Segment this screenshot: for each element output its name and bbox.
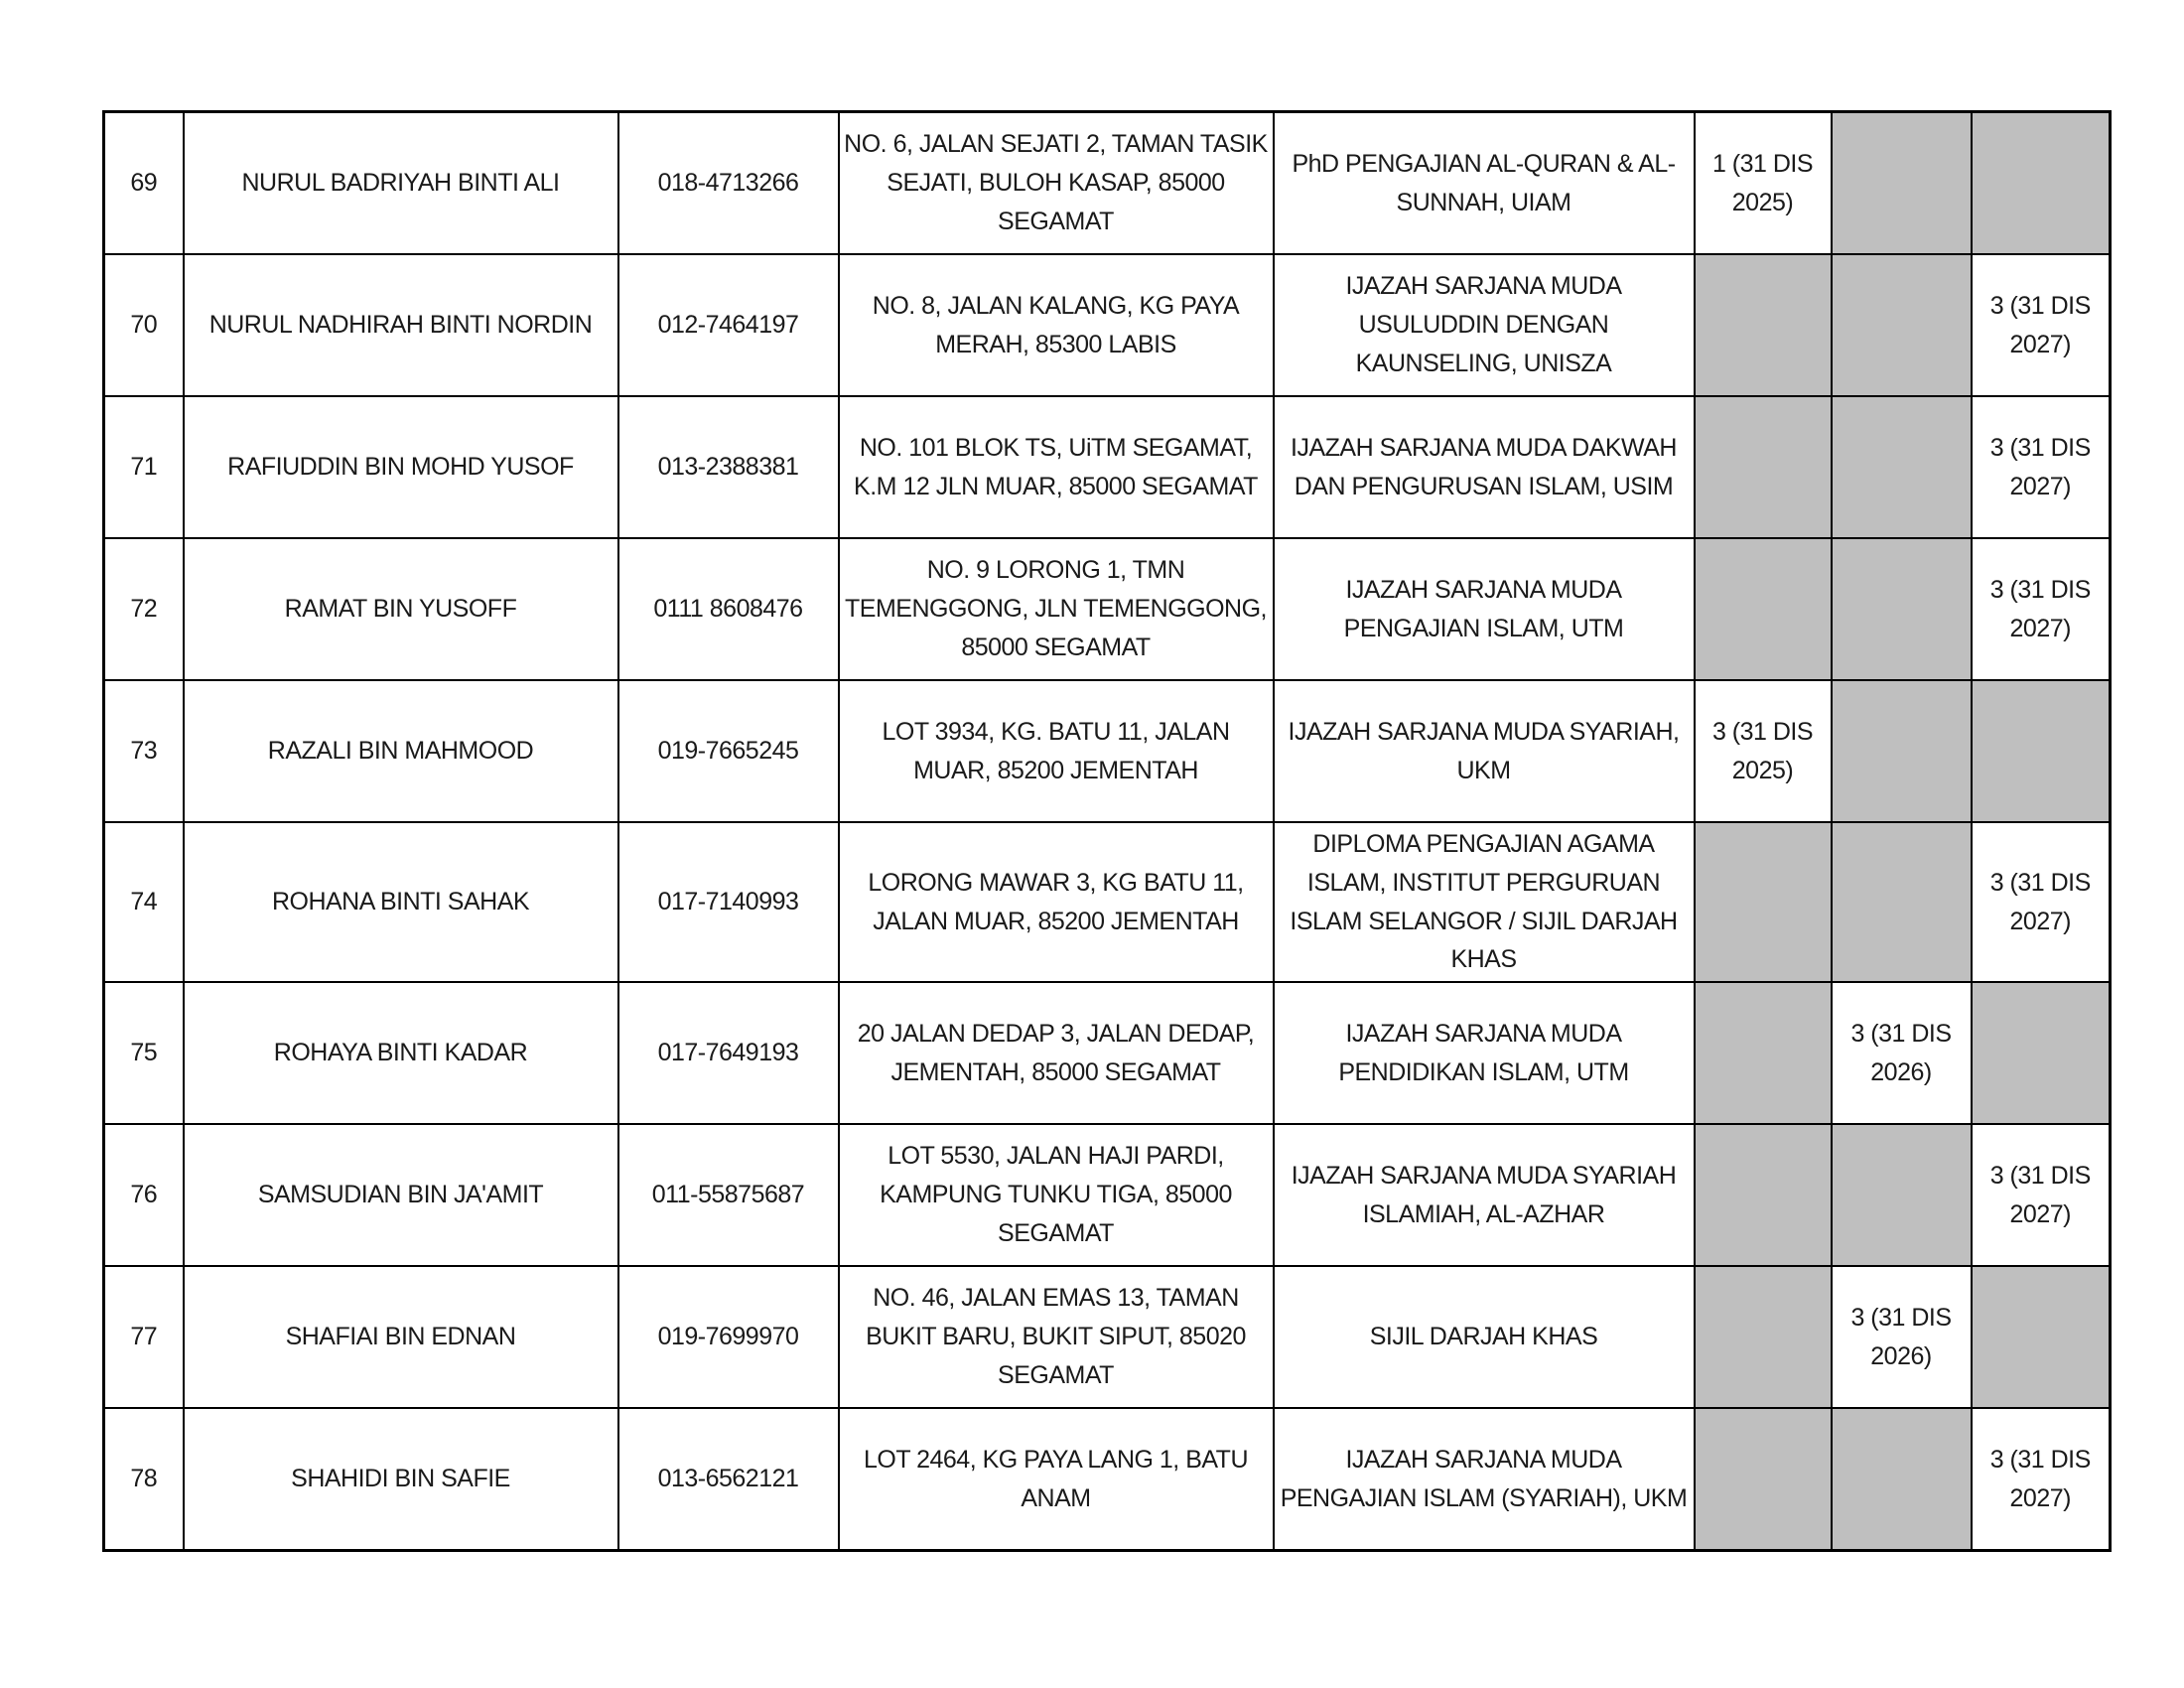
- address-cell: NO. 8, JALAN KALANG, KG PAYA MERAH, 85300 LABIS: [839, 254, 1274, 396]
- period-2025-cell: [1695, 1266, 1832, 1408]
- row-number-cell: 71: [104, 396, 184, 538]
- address-cell: LOT 3934, KG. BATU 11, JALAN MUAR, 85200 JEMENTAH: [839, 680, 1274, 822]
- table-row: [104, 538, 2111, 680]
- period-2025-cell: [1695, 982, 1832, 1124]
- table-body: [104, 112, 2111, 1551]
- qualification-cell: SIJIL DARJAH KHAS: [1274, 1266, 1695, 1408]
- period-2027-cell: 3 (31 DIS 2027): [1972, 396, 2111, 538]
- period-2025-cell: [1695, 254, 1832, 396]
- table-row: [104, 680, 2111, 822]
- period-2027-cell: 3 (31 DIS 2027): [1972, 538, 2111, 680]
- table-row: [104, 1408, 2111, 1551]
- address-cell: NO. 101 BLOK TS, UiTM SEGAMAT, K.M 12 JLN MUAR, 85000 SEGAMAT: [839, 396, 1274, 538]
- period-2025-cell: [1695, 822, 1832, 982]
- table-row: [104, 112, 2111, 255]
- period-2027-cell: 3 (31 DIS 2027): [1972, 1408, 2111, 1551]
- period-2026-cell: [1832, 822, 1972, 982]
- phone-cell: 019-7699970: [618, 1266, 839, 1408]
- period-2026-cell: 3 (31 DIS 2026): [1832, 982, 1972, 1124]
- name-cell: NURUL NADHIRAH BINTI NORDIN: [184, 254, 618, 396]
- period-2025-cell: [1695, 1124, 1832, 1266]
- table-row: [104, 982, 2111, 1124]
- name-cell: RAMAT BIN YUSOFF: [184, 538, 618, 680]
- qualification-cell: IJAZAH SARJANA MUDA DAKWAH DAN PENGURUSAN ISLAM, USIM: [1274, 396, 1695, 538]
- table-row: [104, 1266, 2111, 1408]
- period-2026-cell: 3 (31 DIS 2026): [1832, 1266, 1972, 1408]
- row-number-cell: 70: [104, 254, 184, 396]
- period-2026-cell: [1832, 538, 1972, 680]
- phone-cell: 019-7665245: [618, 680, 839, 822]
- name-cell: NURUL BADRIYAH BINTI ALI: [184, 112, 618, 255]
- records-table: [102, 110, 2112, 1552]
- row-number-cell: 77: [104, 1266, 184, 1408]
- period-2027-cell: [1972, 112, 2111, 255]
- period-2025-cell: [1695, 396, 1832, 538]
- row-number-cell: 73: [104, 680, 184, 822]
- phone-cell: 0111 8608476: [618, 538, 839, 680]
- qualification-cell: IJAZAH SARJANA MUDA SYARIAH, UKM: [1274, 680, 1695, 822]
- row-number-cell: 72: [104, 538, 184, 680]
- row-number-cell: 75: [104, 982, 184, 1124]
- period-2025-cell: 1 (31 DIS 2025): [1695, 112, 1832, 255]
- period-2025-cell: [1695, 538, 1832, 680]
- period-2026-cell: [1832, 396, 1972, 538]
- row-number-cell: 76: [104, 1124, 184, 1266]
- period-2026-cell: [1832, 254, 1972, 396]
- phone-cell: 011-55875687: [618, 1124, 839, 1266]
- period-2026-cell: [1832, 112, 1972, 255]
- table-row: [104, 1124, 2111, 1266]
- row-number-cell: 69: [104, 112, 184, 255]
- period-2027-cell: [1972, 982, 2111, 1124]
- period-2026-cell: [1832, 1124, 1972, 1266]
- period-2027-cell: 3 (31 DIS 2027): [1972, 822, 2111, 982]
- address-cell: NO. 9 LORONG 1, TMN TEMENGGONG, JLN TEMENGGONG, 85000 SEGAMAT: [839, 538, 1274, 680]
- address-cell: 20 JALAN DEDAP 3, JALAN DEDAP, JEMENTAH, 85000 SEGAMAT: [839, 982, 1274, 1124]
- phone-cell: 013-6562121: [618, 1408, 839, 1551]
- address-cell: LORONG MAWAR 3, KG BATU 11, JALAN MUAR, 85200 JEMENTAH: [839, 822, 1274, 982]
- period-2025-cell: 3 (31 DIS 2025): [1695, 680, 1832, 822]
- name-cell: SHAHIDI BIN SAFIE: [184, 1408, 618, 1551]
- period-2025-cell: [1695, 1408, 1832, 1551]
- qualification-cell: DIPLOMA PENGAJIAN AGAMA ISLAM, INSTITUT PERGURUAN ISLAM SELANGOR / SIJIL DARJAH KHAS: [1274, 822, 1695, 982]
- phone-cell: 017-7649193: [618, 982, 839, 1124]
- qualification-cell: IJAZAH SARJANA MUDA SYARIAH ISLAMIAH, AL-AZHAR: [1274, 1124, 1695, 1266]
- row-number-cell: 78: [104, 1408, 184, 1551]
- table-row: [104, 396, 2111, 538]
- table-row: [104, 254, 2111, 396]
- period-2026-cell: [1832, 680, 1972, 822]
- phone-cell: 017-7140993: [618, 822, 839, 982]
- period-2027-cell: 3 (31 DIS 2027): [1972, 1124, 2111, 1266]
- qualification-cell: IJAZAH SARJANA MUDA USULUDDIN DENGAN KAUNSELING, UNISZA: [1274, 254, 1695, 396]
- row-number-cell: 74: [104, 822, 184, 982]
- address-cell: LOT 2464, KG PAYA LANG 1, BATU ANAM: [839, 1408, 1274, 1551]
- phone-cell: 013-2388381: [618, 396, 839, 538]
- period-2027-cell: [1972, 680, 2111, 822]
- name-cell: ROHANA BINTI SAHAK: [184, 822, 618, 982]
- table-row: [104, 822, 2111, 982]
- name-cell: RAZALI BIN MAHMOOD: [184, 680, 618, 822]
- name-cell: SHAFIAI BIN EDNAN: [184, 1266, 618, 1408]
- address-cell: LOT 5530, JALAN HAJI PARDI, KAMPUNG TUNKU TIGA, 85000 SEGAMAT: [839, 1124, 1274, 1266]
- name-cell: ROHAYA BINTI KADAR: [184, 982, 618, 1124]
- qualification-cell: IJAZAH SARJANA MUDA PENGAJIAN ISLAM (SYARIAH), UKM: [1274, 1408, 1695, 1551]
- phone-cell: 012-7464197: [618, 254, 839, 396]
- phone-cell: 018-4713266: [618, 112, 839, 255]
- name-cell: RAFIUDDIN BIN MOHD YUSOF: [184, 396, 618, 538]
- period-2027-cell: 3 (31 DIS 2027): [1972, 254, 2111, 396]
- address-cell: NO. 6, JALAN SEJATI 2, TAMAN TASIK SEJATI, BULOH KASAP, 85000 SEGAMAT: [839, 112, 1274, 255]
- qualification-cell: PhD PENGAJIAN AL-QURAN & AL-SUNNAH, UIAM: [1274, 112, 1695, 255]
- period-2026-cell: [1832, 1408, 1972, 1551]
- qualification-cell: IJAZAH SARJANA MUDA PENDIDIKAN ISLAM, UTM: [1274, 982, 1695, 1124]
- name-cell: SAMSUDIAN BIN JA'AMIT: [184, 1124, 618, 1266]
- address-cell: NO. 46, JALAN EMAS 13, TAMAN BUKIT BARU, BUKIT SIPUT, 85020 SEGAMAT: [839, 1266, 1274, 1408]
- qualification-cell: IJAZAH SARJANA MUDA PENGAJIAN ISLAM, UTM: [1274, 538, 1695, 680]
- period-2027-cell: [1972, 1266, 2111, 1408]
